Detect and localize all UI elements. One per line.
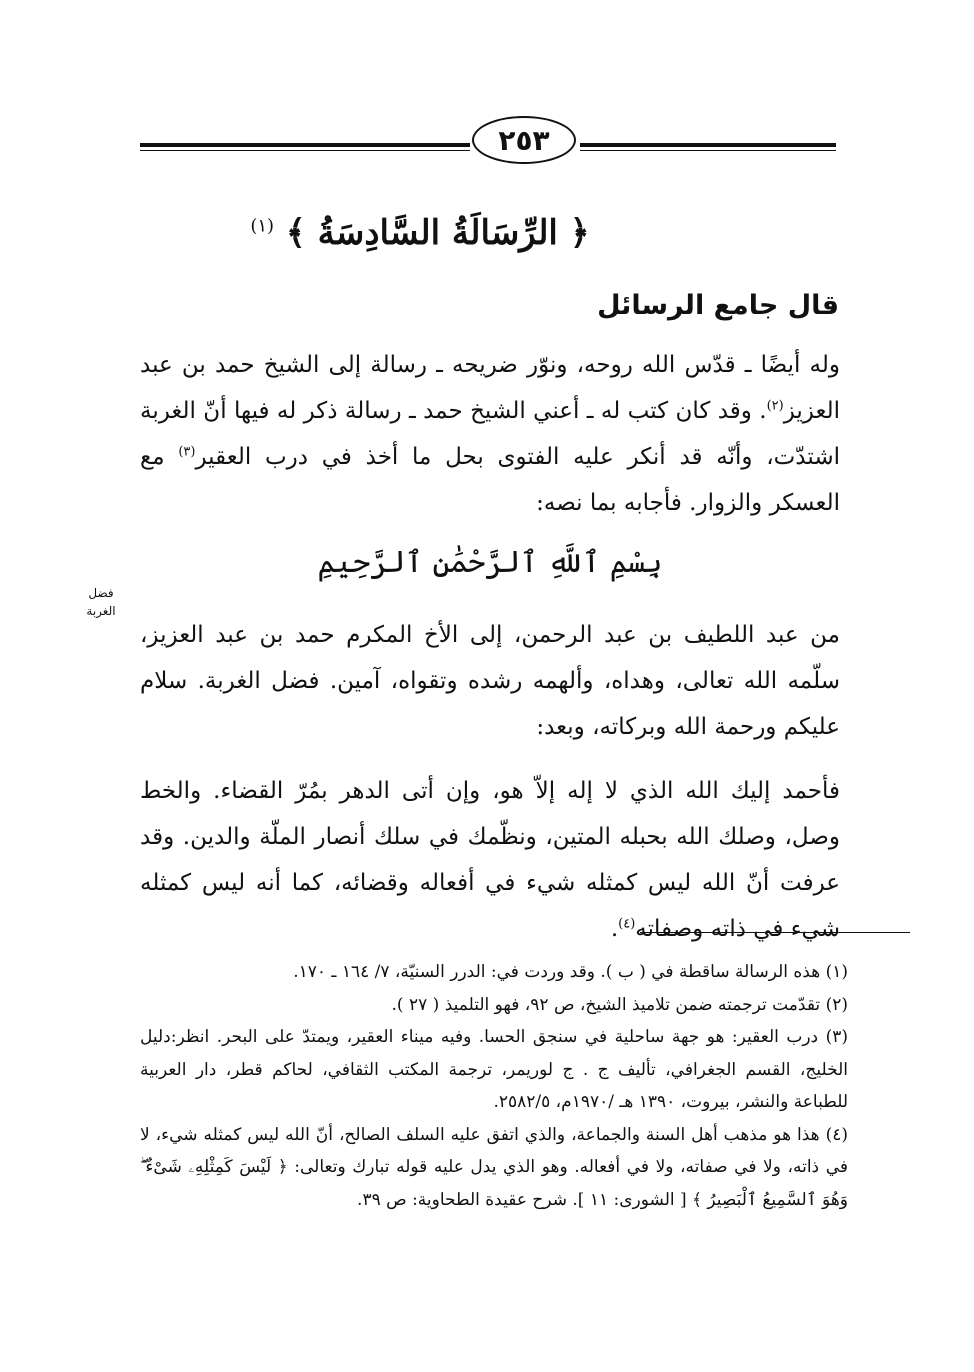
footnotes xyxy=(140,956,848,1216)
letter-body-end: . xyxy=(610,916,619,942)
footnote-ref-2: (٢) xyxy=(766,398,784,414)
footnote-item xyxy=(140,1021,848,1119)
footnote-number: (١) xyxy=(825,962,848,982)
page-number-badge xyxy=(472,116,576,164)
footnote-number: (٤) xyxy=(825,1124,849,1145)
footnote-ref-4: (٤) xyxy=(618,916,636,932)
intro-text-a: وله أيضًا ـ قدّس الله روحه، ونوّر ضريحه ـ رسالة إلى الشيخ حمد بن عبد العزيز xyxy=(140,352,840,424)
epistle-title-text: ﴿ الرِّسَالَةُ السَّادِسَةُ ﴾ xyxy=(285,213,590,253)
footnote-number: (٢) xyxy=(825,994,848,1015)
letter-opening-paragraph: من عبد اللطيف بن عبد الرحمن، إلى الأخ المكرم حمد بن عبد العزيز، سلّمه الله تعالى، وهداه، وألهمه رشده وتقواه، آمين. فضل الغربة. سلام عليكم ورحمة الله وبركاته، وبعد: xyxy=(140,622,840,740)
footnote-ref-1: (١) xyxy=(250,215,275,237)
section-subheading: قال جامع الرسائل xyxy=(597,290,839,321)
footnote-ref-3: (٣) xyxy=(178,444,196,460)
footnote-separator xyxy=(640,932,910,933)
intro-paragraph xyxy=(140,342,840,526)
footnote-text: هذا هو مذهب أهل السنة والجماعة، والذي اتفق عليه السلف الصالح، أنّ الله ليس كمثله شيء، لا في ذاته، ولا في صفاته، ولا في أفعاله. وهو الذي يدل عليه قوله تبارك وتعالى: ﴿ لَيْسَ كَمِثْلِهِۦ شَىْءٌ ۖ وَهُوَ ٱلسَّمِيعُ ٱلْبَصِيرُ ﴾ [ الشورى: ١١ ]. شرح عقيدة الطحاوية: ص ٣٩. xyxy=(140,1124,848,1210)
footnote-number: (٣) xyxy=(825,1027,848,1047)
epistle-title xyxy=(140,212,700,253)
header-rule-left xyxy=(140,143,470,147)
footnote-item xyxy=(140,989,848,1022)
intro-text-c: مع العسكر والزوار. فأجابه بما نصه: xyxy=(140,444,840,516)
footnote-text: تقدّمت ترجمته ضمن تلاميذ الشيخ، ص ٩٢، فهو التلميذ ( ٢٧ ). xyxy=(391,994,821,1015)
basmala: بِسْمِ ٱللَّهِ ٱلرَّحْمَٰنِ ٱلرَّحِيمِ xyxy=(317,545,663,580)
letter-body-paragraph xyxy=(140,768,840,952)
margin-note: فضل الغربة xyxy=(86,586,116,618)
footnote-text: درب العقير: هو جهة ساحلية في سنجق الحسا. وفيه ميناء العقير، ويمتدّ على البحر. انظر:دليل الخليج، القسم الجغرافي، تأليف ج . ج لوريمر، ترجمة المكتب الثقافي، لحاكم قطر، دار العربية للطباعة والنشر، بيروت، ١٣٩٠ هـ /١٩٧٠م، ٢٥٨٢/٥. xyxy=(140,1027,848,1112)
header-rule-right xyxy=(580,143,836,147)
letter-body-text: فأحمد إليك الله الذي لا إله إلاّ هو، وإن أتى الدهر بمُرّ القضاء. والخط وصل، وصلك الله بحبله المتين، ونظّمك في سلك أنصار الملّة والدين. وقد عرفت أنّ الله ليس كمثله شيء في أفعاله وقضائه، كما أنه ليس كمثله شيء في ذاته وصفاته xyxy=(140,778,840,942)
footnote-item xyxy=(140,1119,848,1217)
page-number: ٢٥٣ xyxy=(498,123,550,157)
footnote-text: هذه الرسالة ساقطة في ( ب ). وقد وردت في: الدرر السنيّة، ٧/ ١٦٤ ـ ١٧٠. xyxy=(293,962,821,982)
footnote-item xyxy=(140,956,848,989)
intro-text-b: . وقد كان كتب له ـ أعني الشيخ حمد ـ رسالة ذكر له فيها أنّ الغربة اشتدّت، وأنّه قد أنكر عليه الفتوى بحل ما أخذ في درب العقير xyxy=(140,398,840,470)
